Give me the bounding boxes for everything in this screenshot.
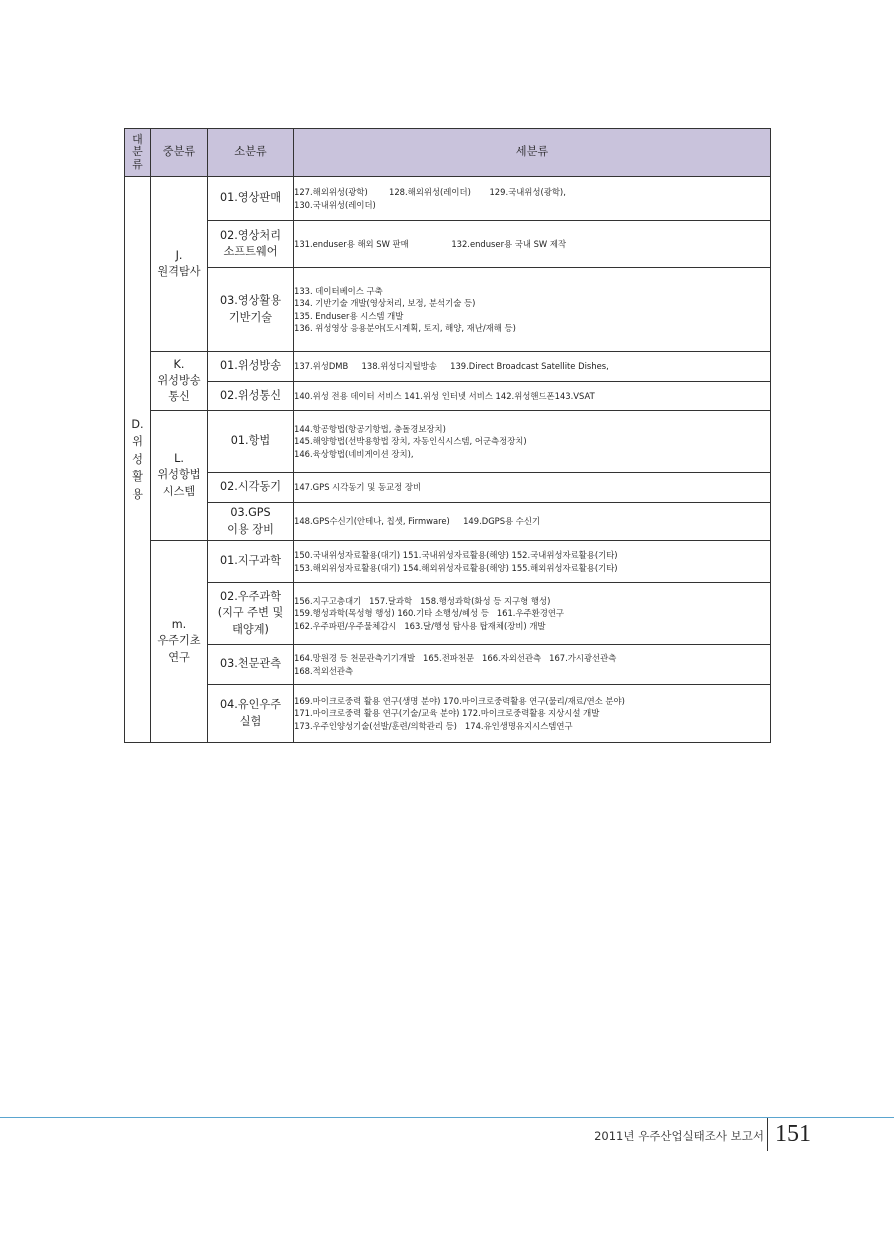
detail-line: 127.해외위성(광학) 128.해외위성(레이더) 129.국내위성(광학), xyxy=(294,187,566,198)
detail-category-cell xyxy=(294,583,771,645)
detail-category-cell xyxy=(294,685,771,743)
major-char: 활 xyxy=(132,470,143,484)
small-category-line: (지구 주변 및 xyxy=(217,606,284,620)
header-small-category: 소분류 xyxy=(208,129,294,177)
detail-category-cell xyxy=(294,411,771,473)
detail-category-cell xyxy=(294,645,771,685)
small-category-line: 02.우주과학 xyxy=(219,590,282,604)
detail-line: 145.해양항법(선박용항법 장치, 자동인식시스템, 어군측정장치) xyxy=(294,436,527,447)
detail-line: 156.지구고층대기 157.달과학 158.행성과학(화성 등 지구형 행성) xyxy=(294,596,551,607)
detail-category-cell xyxy=(294,382,771,411)
table-row xyxy=(125,221,771,268)
header-middle-category: 중분류 xyxy=(151,129,208,177)
footer-divider xyxy=(0,1117,894,1118)
detail-category-cell xyxy=(294,221,771,268)
header-char: 분 xyxy=(132,145,143,159)
detail-line: 148.GPS수신기(안테나, 칩셋, Firmware) 149.DGPS용 수신기 xyxy=(294,516,541,527)
major-char: 용 xyxy=(132,487,143,501)
middle-category-cell xyxy=(151,541,208,743)
detail-category-cell xyxy=(294,503,771,541)
header-char: 류 xyxy=(132,157,143,171)
middle-category-line: 위성방송 xyxy=(157,373,201,387)
detail-line: 168.적외선관측 xyxy=(294,665,354,676)
detail-line: 134. 기반기술 개발(영상처리, 보정, 분석기술 등) xyxy=(294,298,476,309)
small-category-cell xyxy=(208,473,294,503)
classification-table xyxy=(124,128,771,743)
small-category-line: 04.유인우주 xyxy=(219,698,282,712)
major-char: 성 xyxy=(132,452,143,466)
table-row xyxy=(125,503,771,541)
small-category-cell xyxy=(208,221,294,268)
detail-line: 169.마이크로중력 활용 연구(생명 분야) 170.마이크로중력활용 연구(물리/재료/연소 분야) xyxy=(294,696,625,707)
header-char: 대 xyxy=(132,132,143,146)
small-category-line: 02.시각동기 xyxy=(219,480,282,494)
small-category-line: 02.위성통신 xyxy=(219,388,282,402)
header-major-category xyxy=(125,129,151,177)
detail-category-cell xyxy=(294,268,771,352)
detail-line: 162.우주파편/우주물체감시 163.달/행성 탐사용 탑재체(장비) 개발 xyxy=(294,620,546,631)
table-header-row xyxy=(125,129,771,177)
small-category-cell xyxy=(208,503,294,541)
table-row xyxy=(125,382,771,411)
small-category-cell xyxy=(208,352,294,382)
detail-line: 164.망원경 등 천문관측기기개발 165.전파천문 166.자외선관측 167.가시광선관측 xyxy=(294,653,617,664)
middle-category-cell xyxy=(151,177,208,352)
footer-separator xyxy=(767,1118,768,1151)
major-char: 위 xyxy=(132,435,143,449)
detail-line: 171.마이크로중력 활용 연구(기술/교육 분야) 172.마이크로중력활용 지상시설 개발 xyxy=(294,708,600,719)
middle-category-line: 통신 xyxy=(168,390,190,404)
small-category-line: 태양계) xyxy=(232,622,269,636)
small-category-line: 03.GPS xyxy=(230,506,271,520)
small-category-line: 03.천문관측 xyxy=(219,657,282,671)
footer-report-title: 2011년 우주산업실태조사 보고서 xyxy=(594,1129,764,1143)
detail-line: 144.항공항법(항공기항법, 충돌경보장치) xyxy=(294,424,446,435)
detail-line: 135. Enduser용 시스템 개발 xyxy=(294,310,404,321)
middle-category-line: 시스템 xyxy=(162,484,196,498)
table-row xyxy=(125,645,771,685)
detail-line: 147.GPS 시각동기 및 동교정 장비 xyxy=(294,482,422,493)
table-row xyxy=(125,473,771,503)
middle-category-line: 연구 xyxy=(168,650,190,664)
header-detail-category: 세분류 xyxy=(294,129,771,177)
middle-category-line: 원격탐사 xyxy=(157,265,201,278)
small-category-cell xyxy=(208,268,294,352)
detail-line: 133. 데이터베이스 구축 xyxy=(294,286,383,297)
detail-line: 159.행성과학(목성형 행성) 160.기타 소행성/혜성 등 161.우주환경연구 xyxy=(294,608,565,619)
detail-line: 146.육상항법(네비게이션 장치), xyxy=(294,448,414,459)
table-row xyxy=(125,411,771,473)
detail-category-cell xyxy=(294,473,771,503)
detail-category-cell xyxy=(294,177,771,221)
small-category-cell xyxy=(208,583,294,645)
small-category-line: 02.영상처리 xyxy=(219,228,282,242)
detail-line: 153.해외위성자료활용(대기) 154.해외위성자료활용(해양) 155.해외위성자료활용(기타) xyxy=(294,562,618,573)
middle-category-line: 우주기초 xyxy=(157,634,201,648)
small-category-cell xyxy=(208,645,294,685)
major-char: D. xyxy=(131,418,144,432)
middle-category-line: m. xyxy=(171,618,187,632)
table-row xyxy=(125,352,771,382)
detail-line: 131.enduser용 해외 SW 판매 132.enduser용 국내 SW 제작 xyxy=(294,238,567,249)
page-number: 151 xyxy=(775,1121,811,1147)
detail-line: 150.국내위성자료활용(대기) 151.국내위성자료활용(해양) 152.국내위성자료활용(기타) xyxy=(294,550,618,561)
middle-category-line: L. xyxy=(174,452,184,466)
small-category-cell xyxy=(208,382,294,411)
middle-category-line: J. xyxy=(175,248,183,262)
middle-category-line: K. xyxy=(173,357,185,371)
small-category-line: 01.항법 xyxy=(230,434,271,448)
small-category-line: 01.영상판매 xyxy=(219,191,282,205)
small-category-cell xyxy=(208,541,294,583)
middle-category-cell xyxy=(151,352,208,411)
detail-line: 173.우주인양성기술(선발/훈련/의학관리 등) 174.유인생명유지시스템연구 xyxy=(294,720,573,731)
detail-line: 137.위성DMB 138.위성디지털방송 139.Direct Broadcast Satellite Dishes, xyxy=(294,361,609,372)
middle-category-line: 위성항법 xyxy=(157,468,201,482)
major-category-cell xyxy=(125,177,151,743)
detail-line: 136. 위성영상 응용분야(도시계획, 토지, 해양, 재난/재해 등) xyxy=(294,322,516,333)
table-row xyxy=(125,541,771,583)
small-category-line: 03.영상활용 xyxy=(219,294,282,308)
small-category-cell xyxy=(208,177,294,221)
detail-category-cell xyxy=(294,352,771,382)
small-category-line: 이용 장비 xyxy=(227,522,274,536)
detail-line: 140.위성 전용 데이터 서비스 141.위성 인터넷 서비스 142.위성핸드폰143.VSAT xyxy=(294,390,595,401)
middle-category-cell xyxy=(151,411,208,541)
small-category-cell xyxy=(208,685,294,743)
detail-line: 130.국내위성(레이더) xyxy=(294,199,376,210)
small-category-line: 소프트웨어 xyxy=(223,245,278,258)
small-category-line: 01.위성방송 xyxy=(219,359,282,373)
detail-category-cell xyxy=(294,541,771,583)
table-row xyxy=(125,268,771,352)
table-row xyxy=(125,685,771,743)
table-row xyxy=(125,583,771,645)
small-category-line: 기반기술 xyxy=(228,310,273,324)
small-category-cell xyxy=(208,411,294,473)
small-category-line: 01.지구과학 xyxy=(219,554,282,568)
small-category-line: 실험 xyxy=(239,714,262,728)
table-row xyxy=(125,177,771,221)
